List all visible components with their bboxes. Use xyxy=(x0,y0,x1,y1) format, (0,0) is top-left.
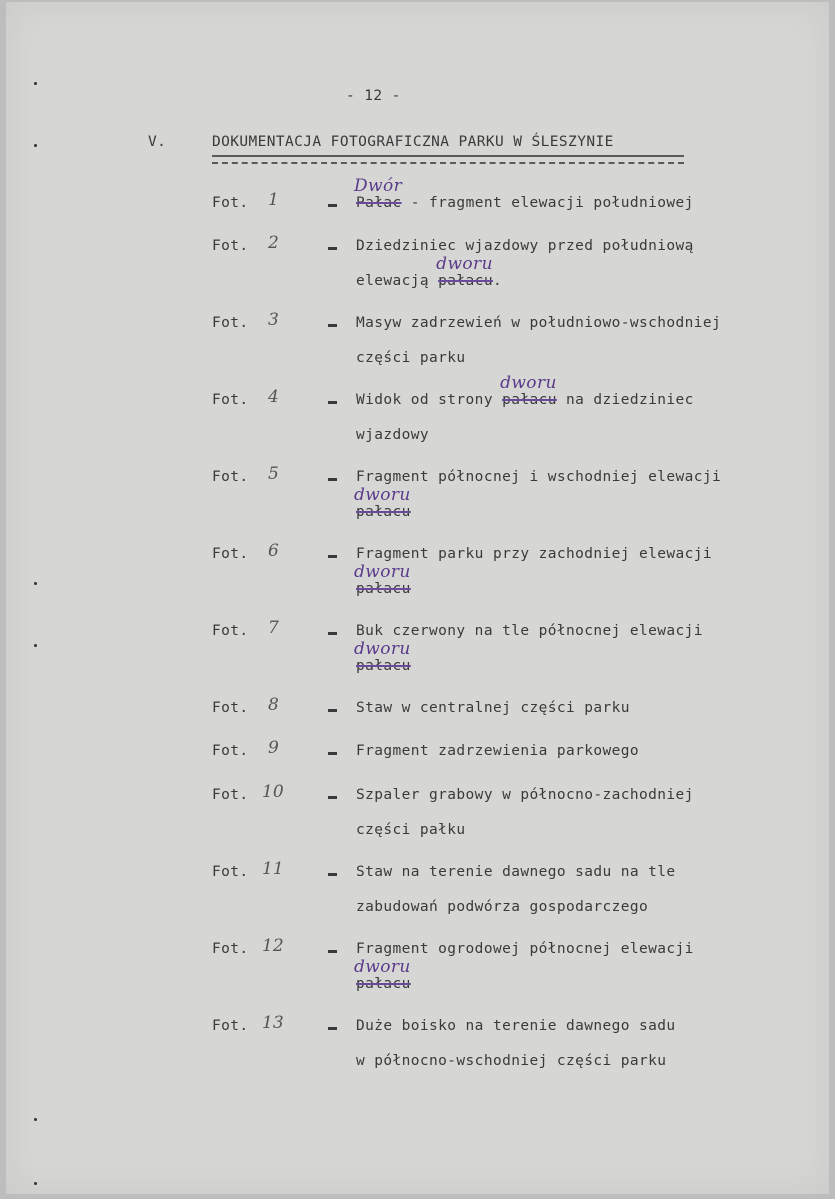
entry-text: Szpaler grabowy w północno-zachodniej xyxy=(356,787,694,803)
handwritten-correction: dworu xyxy=(354,562,411,582)
entry-label: Fot. xyxy=(212,623,249,639)
entry-number: 8 xyxy=(268,695,279,715)
entry-text-line xyxy=(356,427,429,443)
entry-text-line xyxy=(356,1053,666,1069)
entry-text-line xyxy=(354,485,411,520)
entry-text: w północno-wschodniej części parku xyxy=(356,1053,667,1069)
struck-word: pałacu xyxy=(356,976,411,992)
entry-text: Fragment parku przy zachodniej elewacji xyxy=(356,546,713,562)
entry-text-line xyxy=(356,743,639,759)
struck-word-group xyxy=(354,176,403,211)
entry-dash xyxy=(328,478,337,481)
entry-text-line xyxy=(354,957,411,992)
entry-label: Fot. xyxy=(212,743,249,759)
document-page xyxy=(6,2,829,1194)
entry-label: Fot. xyxy=(212,1018,249,1034)
entry-text: Duże boisko na terenie dawnego sadu xyxy=(356,1018,676,1034)
entry-text-line xyxy=(354,176,694,211)
handwritten-correction: dworu xyxy=(500,373,557,393)
entry-text: Staw w centralnej części parku xyxy=(356,700,630,716)
entry-text: Widok od strony xyxy=(356,392,503,408)
margin-mark xyxy=(34,82,37,85)
margin-mark xyxy=(34,144,37,147)
entry-dash xyxy=(328,324,337,327)
entry-number: 7 xyxy=(268,618,279,638)
entry-label: Fot. xyxy=(212,546,249,562)
handwritten-correction: dworu xyxy=(354,957,411,977)
entry-text: Fragment zadrzewienia parkowego xyxy=(356,743,640,759)
struck-word-group xyxy=(500,373,557,408)
entry-label: Fot. xyxy=(212,469,249,485)
entry-label: Fot. xyxy=(212,238,249,254)
entry-text-line xyxy=(356,899,648,915)
entry-dash xyxy=(328,632,337,635)
entry-number: 13 xyxy=(262,1013,284,1033)
handwritten-correction: Dwór xyxy=(354,176,403,196)
page-number: - 12 - xyxy=(346,88,401,104)
entry-text-line xyxy=(354,639,411,674)
entry-dash xyxy=(328,796,337,799)
entry-text-line xyxy=(356,822,466,838)
entry-text: Fragment północnej i wschodniej elewacji xyxy=(356,469,722,485)
entry-text-line xyxy=(356,350,466,366)
entry-text-line xyxy=(356,254,503,289)
entry-text-line xyxy=(356,1018,676,1034)
entry-number: 4 xyxy=(268,387,279,407)
struck-word-group xyxy=(436,254,493,289)
entry-label: Fot. xyxy=(212,700,249,716)
entry-dash xyxy=(328,247,337,250)
entry-dash xyxy=(328,1027,337,1030)
entry-dash xyxy=(328,709,337,712)
section-title: DOKUMENTACJA FOTOGRAFICZNA PARKU W ŚLESZYNIE xyxy=(212,134,614,150)
entry-text: Fragment ogrodowej północnej elewacji xyxy=(356,941,694,957)
entry-number: 1 xyxy=(268,190,279,210)
entry-text: elewacją xyxy=(356,273,439,289)
section-title-underline xyxy=(212,155,684,164)
struck-word: pałacu xyxy=(356,504,411,520)
entry-number: 10 xyxy=(262,782,284,802)
entry-dash xyxy=(328,950,337,953)
struck-word: pałacu xyxy=(438,273,493,289)
entry-text: Dziedziniec wjazdowy przed południową xyxy=(356,238,694,254)
entry-text: - fragment elewacji południowej xyxy=(401,195,694,211)
entry-text: części parku xyxy=(356,350,466,366)
entry-text: Staw na terenie dawnego sadu na tle xyxy=(356,864,676,880)
struck-word-group xyxy=(354,485,411,520)
entry-dash xyxy=(328,401,337,404)
struck-word-group xyxy=(354,957,411,992)
struck-word: Pałac xyxy=(356,195,402,211)
entry-dash xyxy=(328,555,337,558)
entry-text-line xyxy=(356,864,676,880)
margin-mark xyxy=(34,1118,37,1121)
entry-text: części pałku xyxy=(356,822,466,838)
handwritten-correction: dworu xyxy=(436,254,493,274)
handwritten-correction: dworu xyxy=(354,485,411,505)
entry-text: Buk czerwony na tle północnej elewacji xyxy=(356,623,703,639)
entry-text-line xyxy=(356,700,630,716)
entry-text: na dziedziniec xyxy=(556,392,694,408)
entry-text-line xyxy=(356,546,712,562)
margin-mark xyxy=(34,1182,37,1185)
entry-text-line xyxy=(356,623,703,639)
entry-dash xyxy=(328,752,337,755)
struck-word: pałacu xyxy=(502,392,557,408)
entry-number: 9 xyxy=(268,738,279,758)
entry-text: zabudowań podwórza gospodarczego xyxy=(356,899,649,915)
entry-text-line xyxy=(356,787,694,803)
entry-label: Fot. xyxy=(212,787,249,803)
entry-label: Fot. xyxy=(212,864,249,880)
entry-text: Masyw zadrzewień w południowo-wschodniej xyxy=(356,315,722,331)
entry-dash xyxy=(328,873,337,876)
entry-text-line xyxy=(356,238,694,254)
entry-label: Fot. xyxy=(212,195,249,211)
entry-number: 12 xyxy=(262,936,284,956)
margin-mark xyxy=(34,644,37,647)
entry-number: 3 xyxy=(268,310,279,330)
entry-text: . xyxy=(492,273,503,289)
struck-word-group xyxy=(354,639,411,674)
entry-text-line xyxy=(356,941,694,957)
entry-text-line xyxy=(356,315,721,331)
struck-word: pałacu xyxy=(356,581,411,597)
entry-number: 6 xyxy=(268,541,279,561)
handwritten-correction: dworu xyxy=(354,639,411,659)
entry-text-line xyxy=(354,562,411,597)
entry-text: wjazdowy xyxy=(356,427,430,443)
entry-label: Fot. xyxy=(212,392,249,408)
struck-word-group xyxy=(354,562,411,597)
struck-word: pałacu xyxy=(356,658,411,674)
section-numeral: V. xyxy=(148,134,167,150)
entry-text-line xyxy=(356,373,694,408)
entry-number: 2 xyxy=(268,233,279,253)
entry-text-line xyxy=(356,469,721,485)
entry-dash xyxy=(328,204,337,207)
margin-mark xyxy=(34,582,37,585)
entry-number: 11 xyxy=(262,859,284,879)
entry-label: Fot. xyxy=(212,315,249,331)
entry-number: 5 xyxy=(268,464,279,484)
entry-label: Fot. xyxy=(212,941,249,957)
